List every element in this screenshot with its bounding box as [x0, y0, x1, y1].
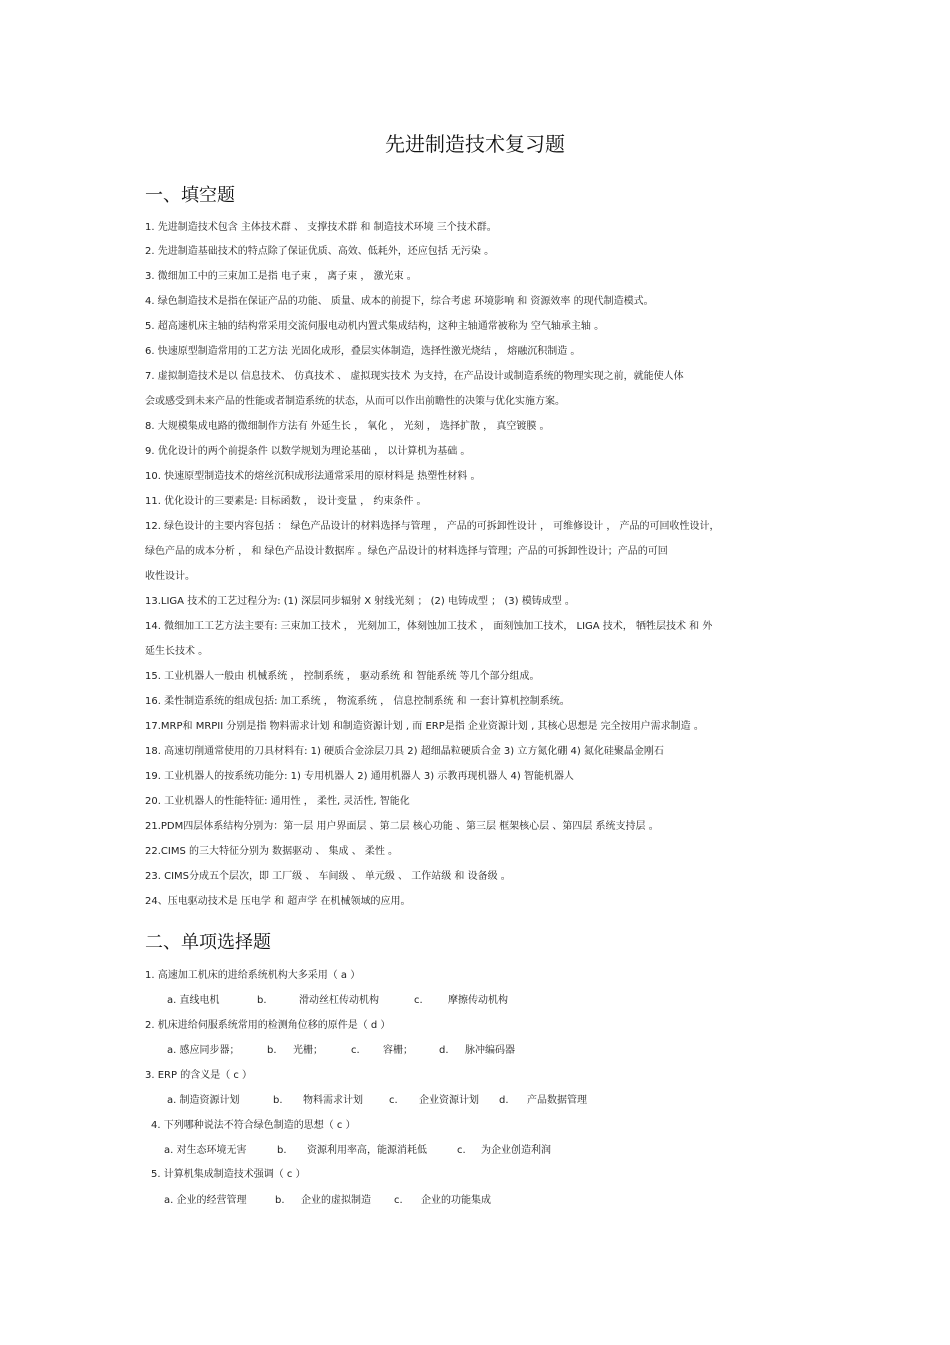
fill-item-4: 4. 绿色制造技术是指在保证产品的功能、 质量、成本的前提下，综合考虑 环境影响 和 资源效率 的现代制造模式。	[145, 296, 654, 307]
mc-option-letter: c.	[394, 1195, 403, 1206]
fill-item-11: 11. 优化设计的三要素是: 目标函数 ， 设计变量 ， 约束条件 。	[145, 496, 427, 507]
fill-item-19: 19. 工业机器人的按系统功能分: 1) 专用机器人 2) 通用机器人 3) 示教再现机器人 4) 智能机器人	[145, 771, 574, 782]
mc-option: 产品数据管理	[527, 1095, 587, 1106]
mc-option-letter: b.	[267, 1045, 277, 1056]
mc-option: 为企业创造利润	[481, 1145, 551, 1156]
section-heading-fill-in: 一、填空题	[145, 185, 235, 206]
fill-item-20: 20. 工业机器人的性能特征: 通用性 ， 柔性, 灵活性, 智能化	[145, 796, 410, 807]
fill-item-14: 14. 微细加工工艺方法主要有: 三束加工技术 ， 光刻加工，体刻蚀加工技术 ， 面刻蚀加工技术， LIGA 技术， 牺牲层技术 和 外	[145, 621, 713, 632]
mc-option-letter: c.	[414, 995, 423, 1006]
mc-option: a. 直线电机	[167, 995, 220, 1006]
fill-item-9: 9. 优化设计的两个前提条件 以数学规划为理论基础 ， 以计算机为基础 。	[145, 446, 471, 457]
mc-option-letter: b.	[273, 1095, 283, 1106]
fill-item-10: 10. 快速原型制造技术的熔丝沉积成形法通常采用的原材料是 热塑性材料 。	[145, 471, 481, 482]
mc-option: 资源利用率高，能源消耗低	[307, 1145, 427, 1156]
mc-option: a. 制造资源计划	[167, 1095, 240, 1106]
fill-item-2: 2. 先进制造基础技术的特点除了保证优质、高效、低耗外，还应包括 无污染 。	[145, 246, 495, 257]
mc-question-2: 2. 机床进给伺服系统常用的检测角位移的原件是（ d ）	[145, 1020, 391, 1031]
fill-item-8: 8. 大规模集成电路的微细制作方法有 外延生长 ， 氧化 ， 光刻 ， 选择扩散 ， 真空镀膜 。	[145, 421, 550, 432]
mc-option-letter: b.	[257, 995, 267, 1006]
document-title: 先进制造技术复习题	[385, 132, 565, 156]
fill-item-3: 3. 微细加工中的三束加工是指 电子束 ， 离子束 ， 激光束 。	[145, 271, 417, 282]
fill-item-15: 15. 工业机器人一般由 机械系统 ， 控制系统 ， 驱动系统 和 智能系统 等几个部分组成。	[145, 671, 540, 682]
fill-item-12-cont: 绿色产品的成本分析 ， 和 绿色产品设计数据库 。绿色产品设计的材料选择与管理；产品的可拆卸性设计；产品的可回	[145, 546, 668, 557]
mc-option: 光栅；	[293, 1045, 323, 1056]
mc-option-letter: d.	[499, 1095, 509, 1106]
fill-item-16: 16. 柔性制造系统的组成包括: 加工系统 ， 物流系统 ， 信息控制系统 和 一套计算机控制系统。	[145, 696, 570, 707]
mc-question-4: 4. 下列哪种说法不符合绿色制造的思想（ c ）	[151, 1120, 356, 1131]
fill-item-17: 17.MRP和 MRPII 分别是指 物料需求计划 和制造资源计划 , 而 ERP是指 企业资源计划 , 其核心思想是 完全按用户需求制造 。	[145, 721, 704, 732]
fill-item-23: 23. CIMS分成五个层次，即 工厂级 、 车间级 、 单元级 、 工作站级 和 设备级 。	[145, 871, 511, 882]
fill-item-14-cont: 延生长技术 。	[145, 646, 209, 657]
section-heading-multiple-choice: 二、单项选择题	[145, 932, 271, 953]
fill-item-13: 13.LIGA 技术的工艺过程分为: (1) 深层同步辐射 X 射线光刻 ； (2) 电铸成型 ； (3) 模铸成型 。	[145, 596, 575, 607]
fill-item-7: 7. 虚拟制造技术是以 信息技术、 仿真技术 、 虚拟现实技术 为支持，在产品设计或制造系统的物理实现之前，就能使人体	[145, 371, 684, 382]
mc-option-letter: d.	[439, 1045, 449, 1056]
fill-item-21: 21.PDM四层体系结构分别为：第一层 用户界面层 、第二层 核心功能 、第三层 框架核心层 、第四层 系统支持层 。	[145, 821, 659, 832]
fill-item-22: 22.CIMS 的三大特征分别为 数据驱动 、 集成 、 柔性 。	[145, 846, 399, 857]
mc-option-letter: b.	[275, 1195, 285, 1206]
mc-option: 企业的功能集成	[421, 1195, 491, 1206]
mc-option: 企业资源计划	[419, 1095, 479, 1106]
fill-item-24: 24、压电驱动技术是 压电学 和 超声学 在机械领域的应用。	[145, 896, 411, 907]
mc-option-letter: c.	[389, 1095, 398, 1106]
mc-option: a. 感应同步器；	[167, 1045, 240, 1056]
fill-item-5: 5. 超高速机床主轴的结构常采用交流伺服电动机内置式集成结构，这种主轴通常被称为 空气轴承主轴 。	[145, 321, 605, 332]
mc-question-5: 5. 计算机集成制造技术强调（ c ）	[151, 1169, 306, 1180]
mc-question-3: 3. ERP 的含义是（ c ）	[145, 1070, 253, 1081]
fill-item-1: 1. 先进制造技术包含 主体技术群 、 支撑技术群 和 制造技术环境 三个技术群。	[145, 222, 497, 233]
mc-option: 物料需求计划	[303, 1095, 363, 1106]
mc-option: 摩擦传动机构	[448, 995, 508, 1006]
mc-option-letter: c.	[457, 1145, 466, 1156]
mc-option-letter: c.	[351, 1045, 360, 1056]
mc-question-1: 1. 高速加工机床的进给系统机构大多采用（ a ）	[145, 970, 361, 981]
mc-option: 滑动丝杠传动机构	[299, 995, 379, 1006]
fill-item-7-cont: 会或感受到未来产品的性能或者制造系统的状态，从而可以作出前瞻性的决策与优化实施方案。	[145, 396, 565, 407]
fill-item-12: 12. 绿色设计的主要内容包括 ： 绿色产品设计的材料选择与管理 ， 产品的可拆卸性设计 ， 可维修设计 ， 产品的可回收性设计，	[145, 521, 720, 532]
mc-option: a. 企业的经营管理	[164, 1195, 247, 1206]
mc-option: 脉冲编码器	[465, 1045, 515, 1056]
fill-item-18: 18. 高速切削通常使用的刀具材料有: 1) 硬质合金涂层刀具 2) 超细晶粒硬质合金 3) 立方氮化硼 4) 氮化硅聚晶金刚石	[145, 746, 664, 757]
mc-option-letter: b.	[277, 1145, 287, 1156]
mc-option: a. 对生态环境无害	[164, 1145, 247, 1156]
mc-option: 企业的虚拟制造	[301, 1195, 371, 1206]
fill-item-6: 6. 快速原型制造常用的工艺方法 光固化成形，叠层实体制造，选择性激光烧结 ， 熔融沉积制造 。	[145, 346, 581, 357]
fill-item-12-cont2: 收性设计。	[145, 571, 195, 582]
mc-option: 容栅；	[383, 1045, 413, 1056]
